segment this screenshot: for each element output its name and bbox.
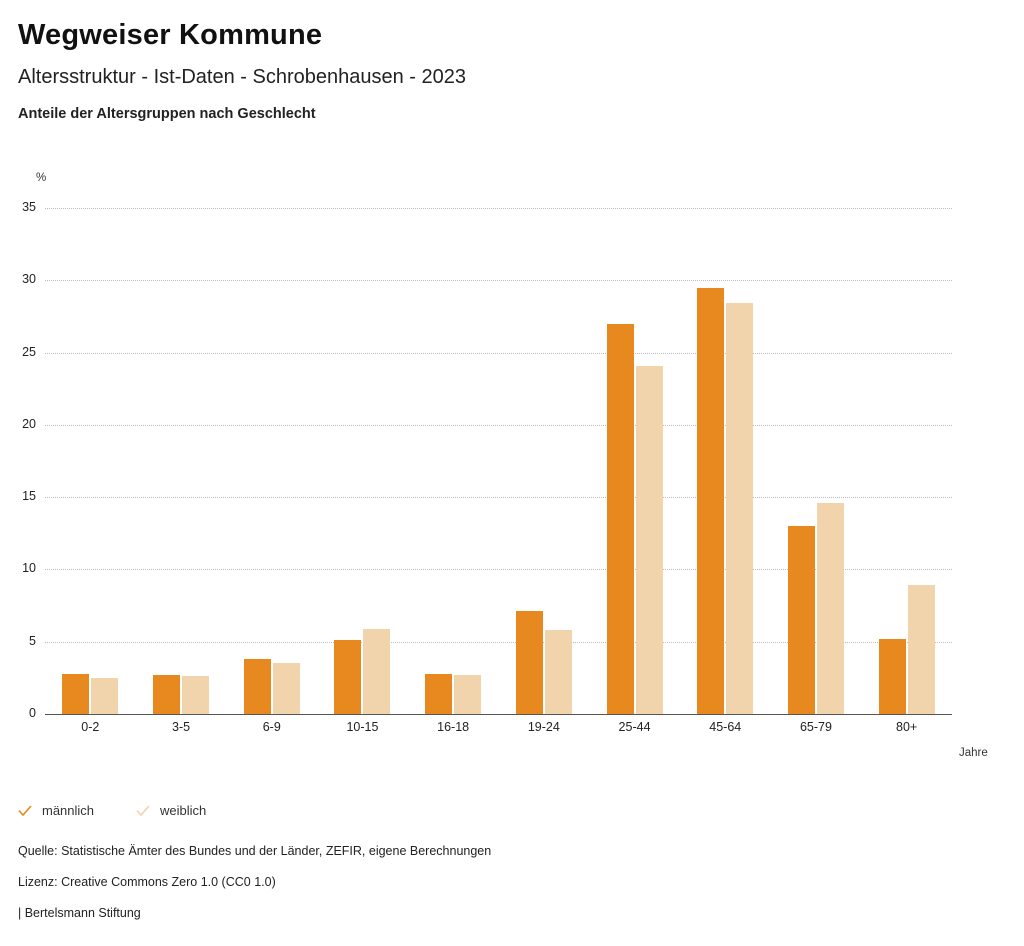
bar-weiblich-25-44[interactable] bbox=[636, 366, 663, 714]
y-axis-tick-30: 30 bbox=[22, 272, 36, 287]
bar-männlich-45-64[interactable] bbox=[697, 288, 724, 714]
bar-weiblich-80+[interactable] bbox=[908, 585, 935, 714]
bar-group bbox=[317, 208, 408, 714]
bar-group bbox=[861, 208, 952, 714]
chart-area bbox=[0, 160, 1024, 800]
bar-group bbox=[499, 208, 590, 714]
bar-männlich-16-18[interactable] bbox=[425, 674, 452, 714]
bar-group bbox=[771, 208, 862, 714]
bar-group bbox=[136, 208, 227, 714]
bar-weiblich-0-2[interactable] bbox=[91, 678, 118, 714]
bar-weiblich-65-79[interactable] bbox=[817, 503, 844, 714]
x-axis-tick-25-44: 25-44 bbox=[618, 720, 651, 734]
y-axis-unit: % bbox=[36, 172, 47, 184]
x-axis-tick-6-9: 6-9 bbox=[262, 720, 281, 734]
page-title: Wegweiser Kommune bbox=[18, 19, 323, 51]
legend-item-weiblich[interactable] bbox=[136, 803, 206, 818]
bar-weiblich-16-18[interactable] bbox=[454, 675, 481, 714]
check-icon bbox=[18, 804, 32, 818]
footer-license: Lizenz: Creative Commons Zero 1.0 (CC0 1.0) bbox=[18, 875, 276, 889]
bar-männlich-3-5[interactable] bbox=[153, 675, 180, 714]
y-axis-tick-5: 5 bbox=[29, 633, 36, 648]
y-axis-tick-10: 10 bbox=[22, 561, 36, 576]
x-axis-tick-3-5: 3-5 bbox=[172, 720, 191, 734]
x-axis-tick-80+: 80+ bbox=[896, 720, 918, 734]
bar-weiblich-19-24[interactable] bbox=[545, 630, 572, 714]
x-axis-tick-45-64: 45-64 bbox=[709, 720, 742, 734]
bar-männlich-65-79[interactable] bbox=[788, 526, 815, 714]
y-axis-tick-0: 0 bbox=[29, 706, 36, 720]
x-axis-tick-0-2: 0-2 bbox=[81, 720, 100, 734]
bar-männlich-0-2[interactable] bbox=[62, 674, 89, 714]
bar-group bbox=[45, 208, 136, 714]
x-axis-tick-65-79: 65-79 bbox=[799, 720, 832, 734]
y-axis-tick-25: 25 bbox=[22, 344, 36, 359]
bar-group bbox=[408, 208, 499, 714]
x-axis-tick-10-15: 10-15 bbox=[346, 720, 379, 734]
y-axis-tick-35: 35 bbox=[22, 200, 36, 214]
bar-männlich-80+[interactable] bbox=[879, 639, 906, 714]
bar-weiblich-6-9[interactable] bbox=[273, 663, 300, 714]
y-axis-tick-20: 20 bbox=[22, 416, 36, 431]
bar-group bbox=[680, 208, 771, 714]
bar-weiblich-3-5[interactable] bbox=[182, 676, 209, 714]
gridline-0 bbox=[45, 714, 952, 715]
legend-label: weiblich bbox=[160, 803, 207, 818]
bar-männlich-10-15[interactable] bbox=[334, 640, 361, 714]
bar-männlich-25-44[interactable] bbox=[607, 324, 634, 714]
bar-weiblich-10-15[interactable] bbox=[363, 629, 390, 714]
x-axis-tick-16-18: 16-18 bbox=[437, 720, 470, 734]
chart-description: Anteile der Altersgruppen nach Geschlecht bbox=[18, 106, 316, 122]
x-axis-unit: Jahre bbox=[959, 747, 988, 759]
bar-weiblich-45-64[interactable] bbox=[726, 303, 753, 714]
check-icon bbox=[136, 804, 150, 818]
chart-legend bbox=[18, 803, 248, 821]
plot-bars bbox=[45, 208, 952, 714]
x-axis-tick-19-24: 19-24 bbox=[527, 720, 560, 734]
footer-publisher: | Bertelsmann Stiftung bbox=[18, 906, 141, 920]
legend-label: männlich bbox=[42, 803, 95, 818]
footer-source: Quelle: Statistische Ämter des Bundes und der Länder, ZEFIR, eigene Berechnungen bbox=[18, 844, 492, 858]
y-axis-tick-15: 15 bbox=[22, 489, 36, 504]
chart-subtitle: Altersstruktur - Ist-Daten - Schrobenhausen - 2023 bbox=[18, 66, 466, 88]
bar-group bbox=[226, 208, 317, 714]
bar-männlich-19-24[interactable] bbox=[516, 611, 543, 714]
bar-group bbox=[589, 208, 680, 714]
bar-männlich-6-9[interactable] bbox=[244, 659, 271, 714]
legend-item-männlich[interactable] bbox=[18, 803, 94, 818]
